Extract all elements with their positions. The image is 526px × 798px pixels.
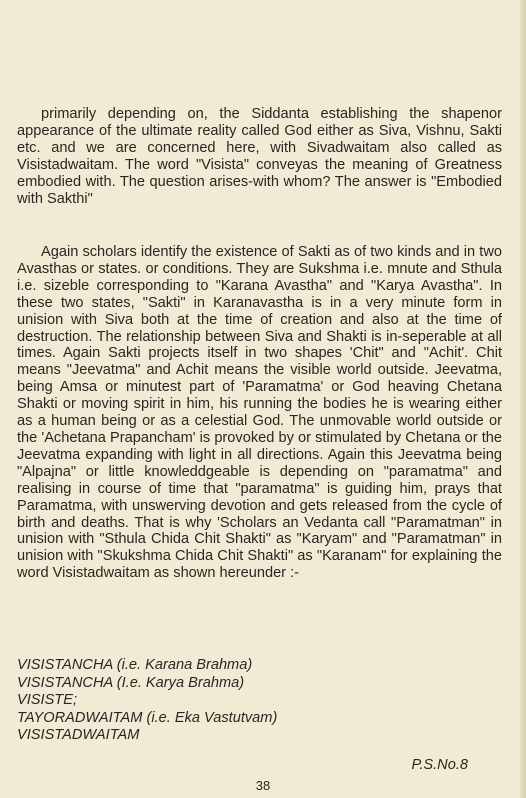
verse-line: VISISTANCHA (I.e. Karya Brahma) bbox=[17, 674, 245, 691]
reference-note: P.S.No.8 bbox=[411, 757, 468, 773]
verse-line: TAYORADWAITAM (i.e. Eka Vastutvam) bbox=[17, 709, 278, 726]
verse-list bbox=[17, 657, 277, 745]
verse-line: VISISTADWAITAM bbox=[17, 727, 140, 744]
verse-line: VISISTANCHA (i.e. Karana Brahma) bbox=[17, 657, 253, 673]
paragraph-2 bbox=[17, 244, 502, 582]
page-number: 38 bbox=[255, 778, 271, 793]
paragraph-text: Again scholars identify the existence of Sakti as of two kinds and in two Avasthas or states. or conditions. They are Sukshma i.e. mnute and Sthula i.e. sizeble corresponding to "Karana Avastha" and "Karya Avastha". In these two states, "Sakti" in Karanavastha is in a very minute form in unision with Siva both at the time of creation and also at the time of destruction. The relationship between Siva and Shakti is in-seperable at all times. Again Sakti projects itself in two shapes 'Chit" and "Achit'. Chit means "Jeevatma" and Achit means the visible world outside. Jeevatma, being Amsa or minutest part of 'Paramatma' or God heaving Chetana Shakti or moving spirit in him, his running the bodies he is wearing either as a human being or as a celestial God. The unmovable world outside or the 'Achetana Prapancham' is provoked by or stimulated by Chetana or the Jeevatma expanding with light in all directions. Again this Jeevatma being "Alpajna" or little knowleddgeable is depending on "paramatma" and realising in course of time that "paramatma" is guiding him, prays that Paramatma, with unswerving devotion and gets released from the cycle of birth and deaths. That is why 'Scholars an Vedanta call "Paramatman" in unision with "Sthula Chida Chit Shakti" as "Karyam" and "Paramatman" in unision with "Skukshma Chida Chit Shakti" as "Karanam" for explaining the word Visistadwaitam as shown hereunder :- bbox=[17, 244, 502, 582]
verse-line: VISISTE; bbox=[17, 692, 78, 709]
paragraph-text: primarily depending on, the Siddanta establishing the shapenor appearance of the ultimate reality called God either as Siva, Vishnu, Sakti etc. and we are concerned here, with Sivadwaitam also called as Visistadwaitam. The word "Visista" conveyas the meaning of Greatness embodied with. The question arises-with whom? The answer is "Embodied with Sakthi" bbox=[17, 106, 502, 207]
paragraph-1 bbox=[17, 106, 502, 207]
